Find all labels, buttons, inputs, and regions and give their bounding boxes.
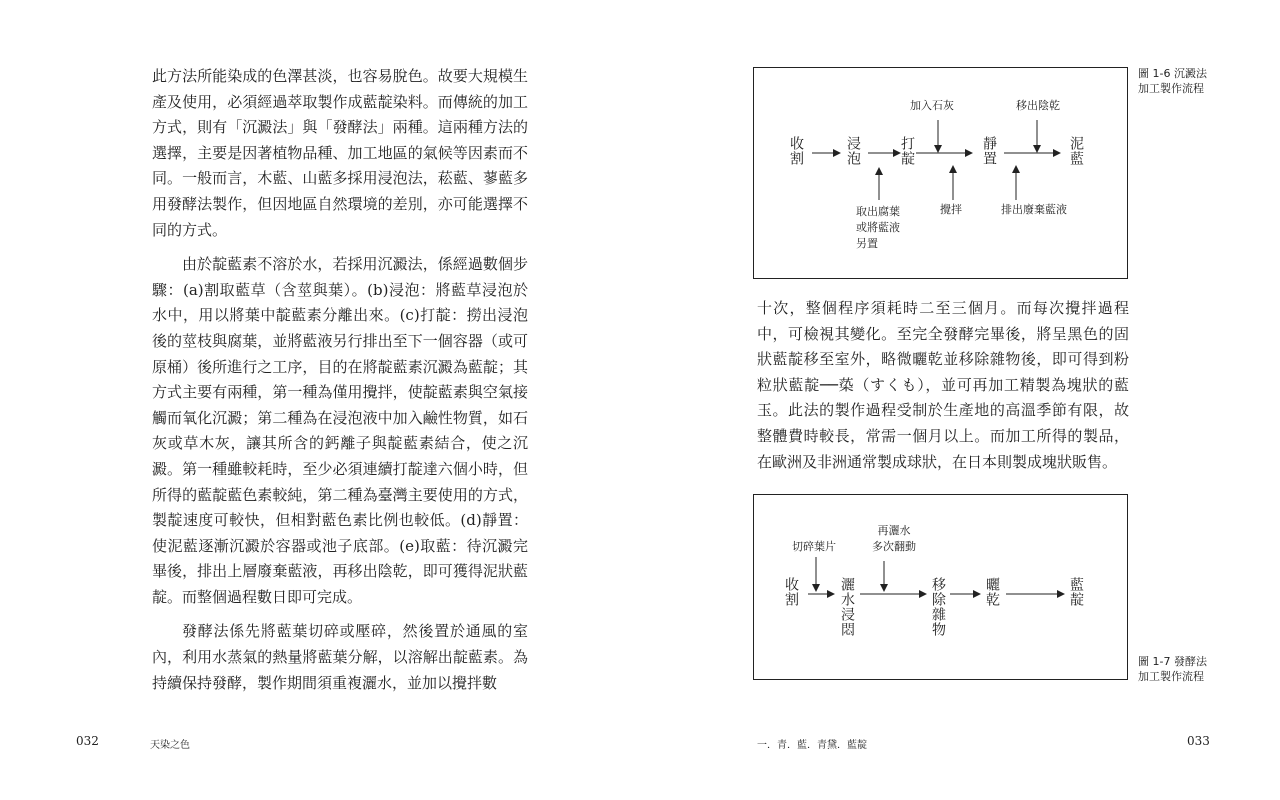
page-number-left: 032 xyxy=(76,734,99,748)
page-number-right: 033 xyxy=(1187,734,1210,748)
paragraph-2: 由於靛藍素不溶於水，若採用沉澱法，係經過數個步驟：(a)割取藍草（含莖與葉）。(b)浸泡：將藍草浸泡於水中，用以將葉中靛藍素分離出來。(c)打靛：撈出浸泡後的莖枝與腐葉，並將藍液另行排出至下一個容器（或可原桶）後所進行之工序，目的在將靛藍素沉澱為藍靛；其方式主要有兩種，第一種為僅用攪拌，使靛藍素與空氣接觸而氧化沉澱；第二種為在浸泡液中加入鹼性物質，如石灰或草木灰，讓其所含的鈣離子與靛藍素結合，使之沉澱。第一種雖較耗時，至少必須連續打靛達六個小時，但所得的藍靛藍色素較純，第二種為臺灣主要使用的方式，製靛速度可較快，但相對藍色素比例也較低。(d)靜置：使泥藍逐漸沉澱於容器或池子底部。(e)取藍：待沉澱完畢後，排出上層廢棄藍液，再移出陰乾，即可獲得泥狀藍靛。而整個過程數日即可完成。 xyxy=(152,255,528,606)
label-remove-leaves: 取出腐葉 或將藍液 另置 xyxy=(856,205,900,250)
label-chop-leaves: 切碎葉片 xyxy=(792,540,836,553)
figure-1-6-sedimentation-flowchart xyxy=(753,67,1128,279)
figure-1-6-caption-subtitle: 加工製作流程 xyxy=(1138,82,1204,95)
paragraph-4: 十次，整個程序須耗時二至三個月。而每次攪拌過程中，可檢視其變化。至完全發酵完畢後，將呈黑色的固狀藍靛移至室外，略微曬乾並移除雜物後，即可得到粉粒狀藍靛──蒅（すくも），並可再加工精製為塊狀的藍玉。此法的製作過程受制於生產地的高溫季節有限，故整體費時較長，常需一個月以上。而加工所得的製品，在歐洲及非洲通常製成球狀，在日本則製成塊狀販售。 xyxy=(757,299,1129,471)
step-indigo-result: 藍靛 xyxy=(1068,577,1084,607)
step-settle: 靜置 xyxy=(981,136,997,166)
figure-1-7-caption-subtitle: 加工製作流程 xyxy=(1138,670,1204,683)
running-title-left: 天染之色 xyxy=(150,740,190,751)
label-drain-waste: 排出廢棄藍液 xyxy=(1001,203,1067,216)
step-harvest-2: 收割 xyxy=(783,577,799,607)
step-beat-indigo: 打靛 xyxy=(899,136,915,166)
figure-1-7-fermentation-flowchart xyxy=(753,494,1128,680)
figure-1-7-caption-title: 圖 1-7 發酵法 xyxy=(1138,655,1207,668)
paragraph-3: 發酵法係先將藍葉切碎或壓碎，然後置於通風的室內，利用水蒸氣的熱量將藍葉分解，以溶解出靛藍素。為持續保持發酵，製作期間須重複灑水，並加以攪拌數 xyxy=(152,622,528,692)
label-add-lime: 加入石灰 xyxy=(910,99,954,112)
step-indigo-paste: 泥藍 xyxy=(1068,136,1084,166)
label-stir: 攪拌 xyxy=(940,203,962,216)
step-soak: 浸泡 xyxy=(845,136,861,166)
step-water-steep: 灑水浸悶 xyxy=(839,577,855,637)
step-harvest: 收割 xyxy=(788,136,804,166)
right-page xyxy=(640,0,1280,800)
figure-1-6-caption xyxy=(1138,66,1207,96)
right-body-text xyxy=(757,296,1129,484)
running-title-right: 一．青．藍．青黛．藍靛 xyxy=(757,740,867,751)
figure-1-7-caption xyxy=(1138,654,1207,684)
label-rewater-turn: 再灑水 多次翻動 xyxy=(872,524,916,553)
step-sun-dry: 曬乾 xyxy=(984,577,1000,607)
paragraph-1: 此方法所能染成的色澤甚淡，也容易脫色。故要大規模生產及使用，必須經過萃取製作成藍靛染料。而傳統的加工方式，則有「沉澱法」與「發酵法」兩種。這兩種方法的選擇，主要是因著植物品種、加工地區的氣候等因素而不同。一般而言，木藍、山藍多採用浸泡法，菘藍、蓼藍多用發酵法製作，但因地區自然環境的差別，亦可能選擇不同的方式。 xyxy=(152,67,528,239)
figure-1-6-caption-title: 圖 1-6 沉澱法 xyxy=(1138,67,1207,80)
label-move-out-dry: 移出陰乾 xyxy=(1016,99,1060,112)
step-remove-impurities: 移除雜物 xyxy=(930,577,946,637)
left-body-text xyxy=(152,64,528,705)
